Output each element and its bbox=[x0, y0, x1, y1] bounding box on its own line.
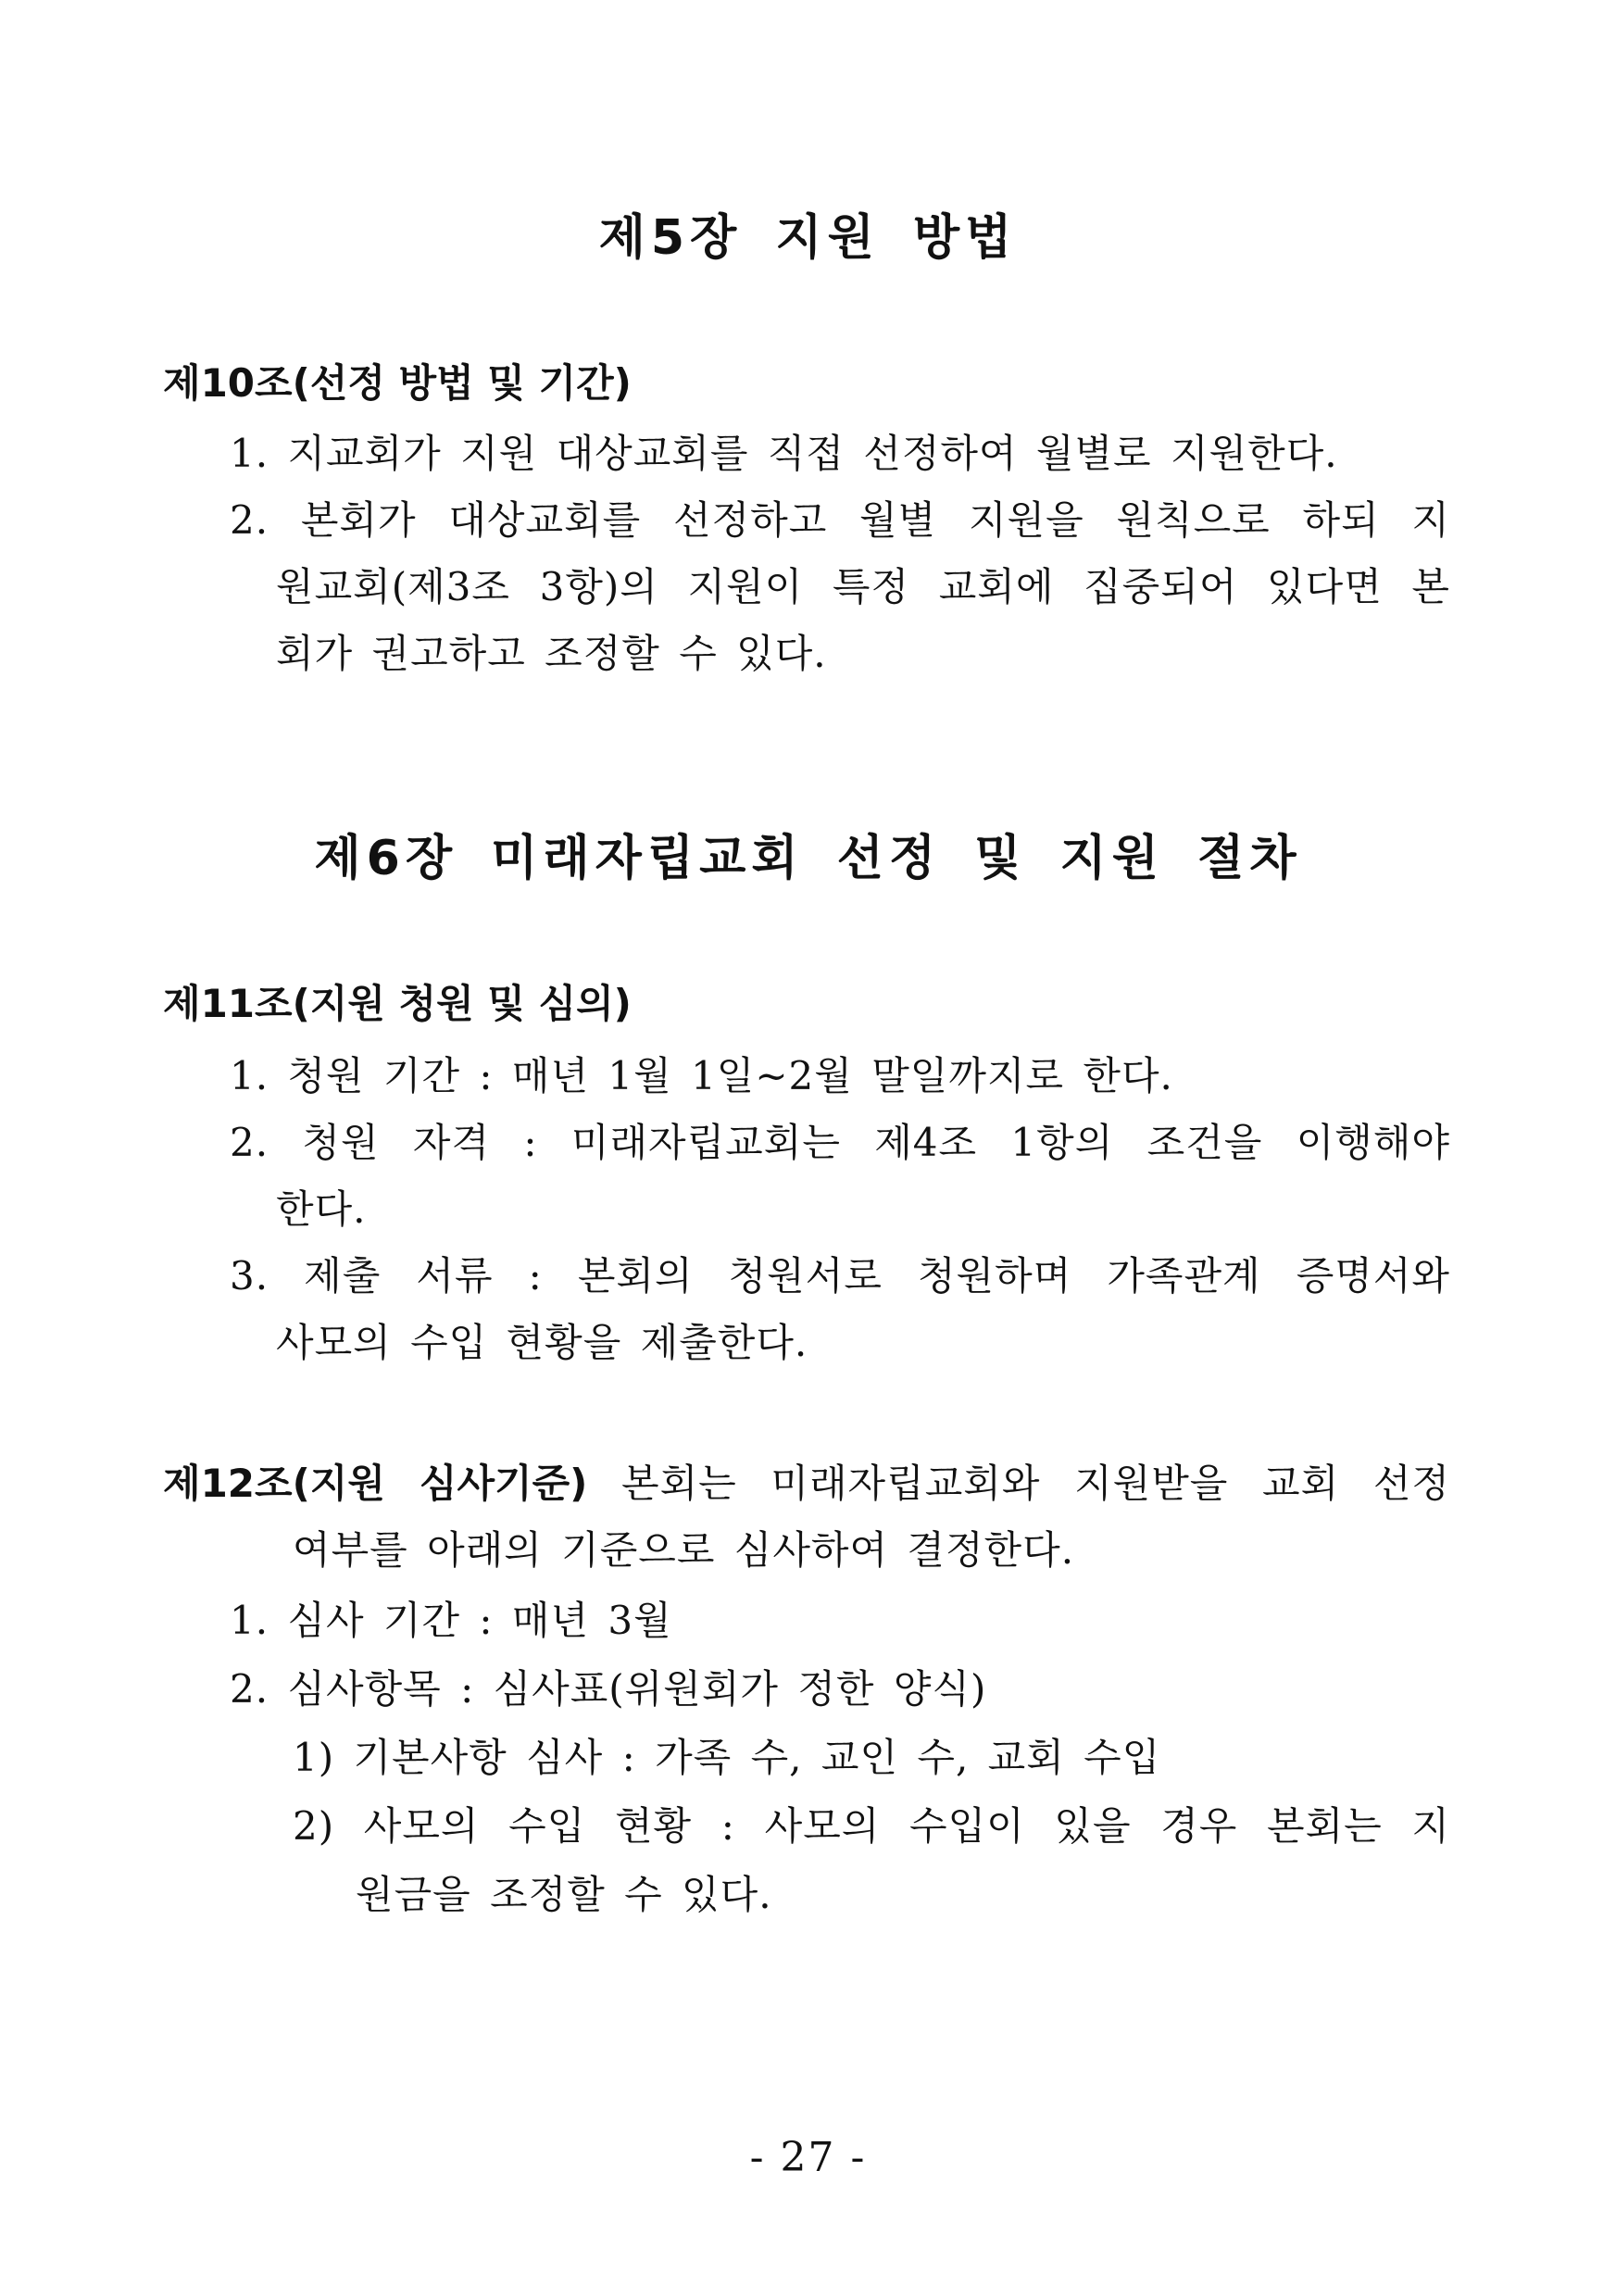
item-number: 3. bbox=[230, 1253, 269, 1299]
item-number: 1. bbox=[230, 1598, 269, 1643]
article-11-item-3-line-1 bbox=[230, 1248, 1450, 1304]
article-12-sub-item-1 bbox=[293, 1730, 1160, 1786]
article-10-item-2-line-1 bbox=[230, 493, 1450, 548]
article-10-item-2-line-2: 원교회(제3조 3항)의 지원이 특정 교회에 집중되어 있다면 본 bbox=[276, 564, 1450, 609]
sub-item-number: 1) bbox=[293, 1735, 335, 1780]
article-12-intro-line-2: 여부를 아래의 기준으로 심사하여 결정한다. bbox=[293, 1527, 1075, 1573]
item-text: 심사 기간 : 매년 3월 bbox=[287, 1598, 672, 1643]
article-12-sub-item-2-line-1 bbox=[293, 1799, 1450, 1854]
item-number: 1. bbox=[230, 431, 269, 476]
item-number: 1. bbox=[230, 1053, 269, 1098]
item-number: 2. bbox=[230, 497, 269, 543]
sub-item-text: 기본사항 심사 : 가족 수, 교인 수, 교회 수입 bbox=[353, 1735, 1161, 1780]
item-text: 지교회가 지원 대상교회를 직접 선정하여 월별로 지원한다. bbox=[287, 431, 1338, 476]
article-12-heading: 제12조(지원 심사기준) bbox=[163, 1461, 588, 1506]
article-12-sub-item-2-line-2: 원금을 조정할 수 있다. bbox=[356, 1872, 772, 1917]
item-text: 청원 자격 : 미래자립교회는 제4조 1항의 조건을 이행해야 bbox=[302, 1120, 1450, 1165]
sub-item-number: 2) bbox=[293, 1803, 335, 1849]
item-text: 심사항목 : 심사표(위원회가 정한 양식) bbox=[287, 1666, 987, 1712]
sub-item-text: 사모의 수입 현황 : 사모의 수입이 있을 경우 본회는 지 bbox=[363, 1803, 1450, 1849]
article-10-heading: 제10조(선정 방법 및 기간) bbox=[163, 360, 632, 406]
article-11-item-2-line-2: 한다. bbox=[276, 1186, 367, 1232]
item-text: 본회가 대상교회를 선정하고 월별 지원을 원칙으로 하되 지 bbox=[300, 497, 1450, 543]
item-number: 2. bbox=[230, 1666, 269, 1712]
page-number: - 27 - bbox=[749, 2134, 867, 2181]
article-11-heading: 제11조(지원 청원 및 심의) bbox=[163, 981, 632, 1026]
article-12-item-1 bbox=[230, 1593, 672, 1649]
article-12-heading-line bbox=[163, 1456, 1450, 1512]
article-11-item-3-line-2: 사모의 수입 현황을 제출한다. bbox=[276, 1320, 808, 1365]
chapter-5-title: 제5장 지원 방법 bbox=[598, 210, 1018, 266]
item-text: 제출 서류 : 본회의 청원서로 청원하며 가족관계 증명서와 bbox=[304, 1253, 1450, 1299]
item-text: 청원 기간 : 매년 1월 1일~2월 말일까지로 한다. bbox=[287, 1053, 1173, 1098]
article-11-item-2-line-1 bbox=[230, 1115, 1450, 1171]
item-number: 2. bbox=[230, 1120, 269, 1165]
article-12-intro-line-1: 본회는 미래자립교회와 지원받을 교회 선정 bbox=[621, 1461, 1450, 1506]
article-10-item-2-line-3: 회가 권고하고 조정할 수 있다. bbox=[276, 631, 827, 676]
article-12-item-2 bbox=[230, 1662, 986, 1717]
chapter-6-title: 제6장 미래자립교회 선정 및 지원 절차 bbox=[314, 831, 1302, 886]
article-11-item-1 bbox=[230, 1048, 1173, 1104]
article-10-item-1 bbox=[230, 426, 1338, 482]
